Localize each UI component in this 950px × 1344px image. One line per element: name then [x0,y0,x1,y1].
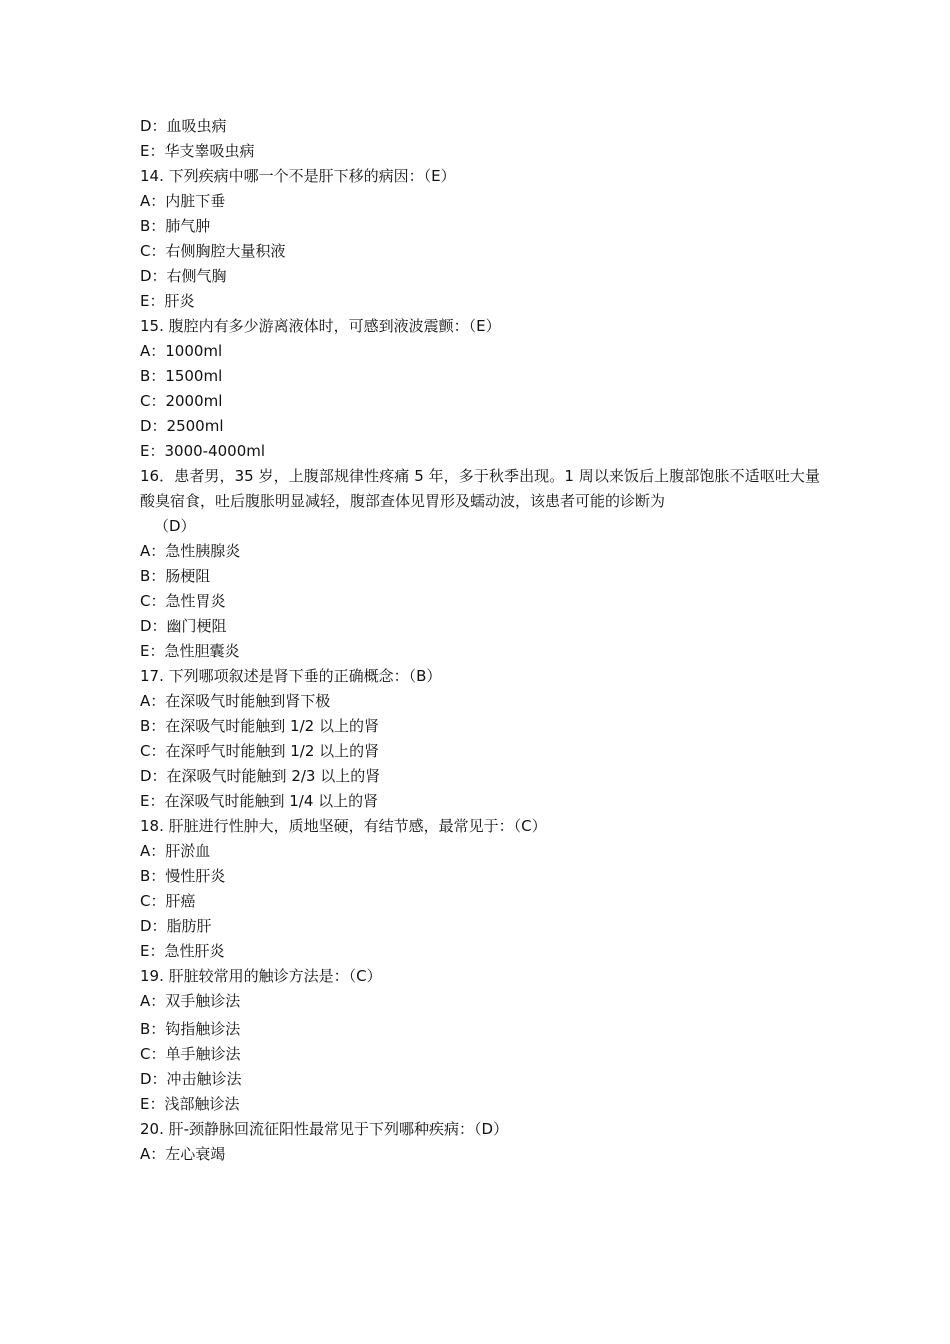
question-16-answer: （D） [154,517,196,535]
option-d: D：血吸虫病 [140,117,227,135]
option-a: A：在深吸气时能触到肾下极 [140,692,331,710]
option-c: C：在深呼气时能触到 1/2 以上的肾 [140,742,380,760]
option-b: B：慢性肝炎 [140,867,226,885]
option-a: A：1000ml [140,342,223,360]
option-e: E：华支睾吸虫病 [140,142,255,160]
option-c: C：2000ml [140,392,223,410]
option-b: B：在深吸气时能触到 1/2 以上的肾 [140,717,379,735]
option-e: E：急性胆囊炎 [140,642,240,660]
option-a: A：肝淤血 [140,842,211,860]
option-c: C：单手触诊法 [140,1045,241,1063]
option-d: D：脂肪肝 [140,917,212,935]
option-b: B：肠梗阻 [140,567,211,585]
option-e: E：在深吸气时能触到 1/4 以上的肾 [140,792,379,810]
question-16: 16．患者男，35 岁，上腹部规律性疼痛 5 年，多于秋季出现。1 周以来饭后上腹部饱胀不适呕吐大量酸臭宿食，吐后腹胀明显减轻，腹部查体见胃形及蠕动波，该患者可能的诊断为 [140,467,820,510]
option-d: D：在深吸气时能触到 2/3 以上的肾 [140,767,381,785]
option-d: D：冲击触诊法 [140,1070,242,1088]
option-d: D：2500ml [140,417,224,435]
option-a: A：双手触诊法 [140,992,241,1010]
option-c: C：右侧胸腔大量积液 [140,242,286,260]
question-15: 15. 腹腔内有多少游离液体时，可感到液波震颤：（E） [140,317,501,335]
document-page [140,114,820,1167]
option-e: E：3000-4000ml [140,442,266,460]
option-b: B：钩指触诊法 [140,1020,241,1038]
option-e: E：浅部触诊法 [140,1095,240,1113]
option-e: E：急性肝炎 [140,942,225,960]
option-a: A：内脏下垂 [140,192,226,210]
option-c: C：急性胃炎 [140,592,226,610]
option-c: C：肝癌 [140,892,196,910]
option-a: A：急性胰腺炎 [140,542,241,560]
option-a: A：左心衰竭 [140,1145,226,1163]
question-17: 17. 下列哪项叙述是肾下垂的正确概念：（B） [140,667,442,685]
option-b: B：1500ml [140,367,223,385]
question-19: 19. 肝脏较常用的触诊方法是：（C） [140,967,382,985]
option-d: D：右侧气胸 [140,267,227,285]
question-20: 20. 肝-颈静脉回流征阳性最常见于下列哪种疾病：（D） [140,1120,509,1138]
question-18: 18. 肝脏进行性肿大，质地坚硬，有结节感，最常见于：（C） [140,817,547,835]
question-14: 14. 下列疾病中哪一个不是肝下移的病因：（E） [140,167,456,185]
option-b: B：肺气肿 [140,217,211,235]
option-d: D：幽门梗阻 [140,617,227,635]
option-e: E：肝炎 [140,292,195,310]
